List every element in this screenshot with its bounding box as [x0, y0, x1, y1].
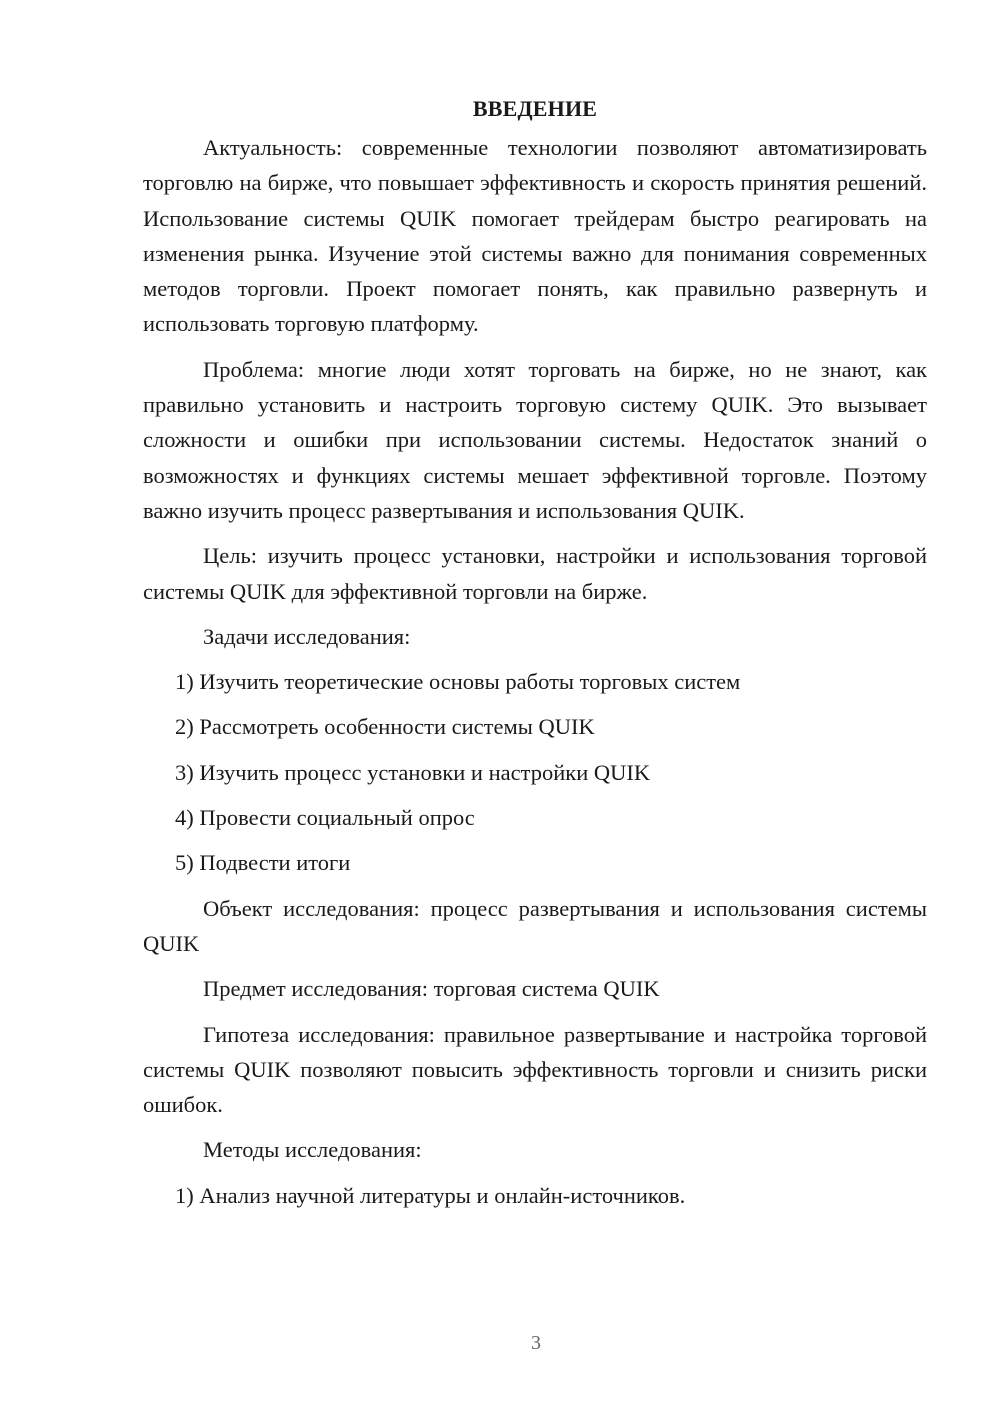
page-content — [143, 88, 927, 1223]
methods-heading: Методы исследования: — [203, 1137, 422, 1163]
relevance-paragraph: Актуальность: современные технологии позволяют автоматизировать торговлю на бирже, что повышает эффективность и скорость принятия решений. Использование системы QUIK помогает трейдерам быстро реагировать на изменения рынка. Изучение этой системы важно для понимания современных методов торговли. Проект помогает понять, как правильно развернуть и использовать торговую платформу. — [143, 135, 927, 337]
problem-paragraph: Проблема: многие люди хотят торговать на бирже, но не знают, как правильно установить и настроить торговую систему QUIK. Это вызывает сложности и ошибки при использовании системы. Недостаток знаний о возможностях и функциях системы мешает эффективной торговле. Поэтому важно изучить процесс развертывания и использования QUIK. — [143, 356, 927, 523]
tasks-heading: Задачи исследования: — [203, 623, 411, 649]
task-item-2: 2) Рассмотреть особенности системы QUIK — [175, 714, 595, 740]
task-item-3: 3) Изучить процесс установки и настройки QUIK — [175, 759, 651, 785]
object-paragraph: Объект исследования: процесс развертывания и использования системы QUIK — [143, 895, 927, 956]
goal-paragraph: Цель: изучить процесс установки, настройки и использования торговой системы QUIK для эффективной торговли на бирже. — [143, 543, 927, 604]
page-title: ВВЕДЕНИЕ — [472, 96, 598, 121]
method-item-1: 1) Анализ научной литературы и онлайн-источников. — [175, 1182, 686, 1208]
page-number: 3 — [531, 1332, 541, 1354]
subject-paragraph: Предмет исследования: торговая система QUIK — [203, 976, 660, 1002]
hypothesis-paragraph: Гипотеза исследования: правильное развертывание и настройка торговой системы QUIK позволяют повысить эффективность торговли и снизить риски ошибок. — [143, 1021, 927, 1118]
task-item-4: 4) Провести социальный опрос — [175, 805, 475, 831]
task-item-1: 1) Изучить теоретические основы работы торговых систем — [175, 669, 741, 695]
task-item-5: 5) Подвести итоги — [175, 850, 351, 876]
